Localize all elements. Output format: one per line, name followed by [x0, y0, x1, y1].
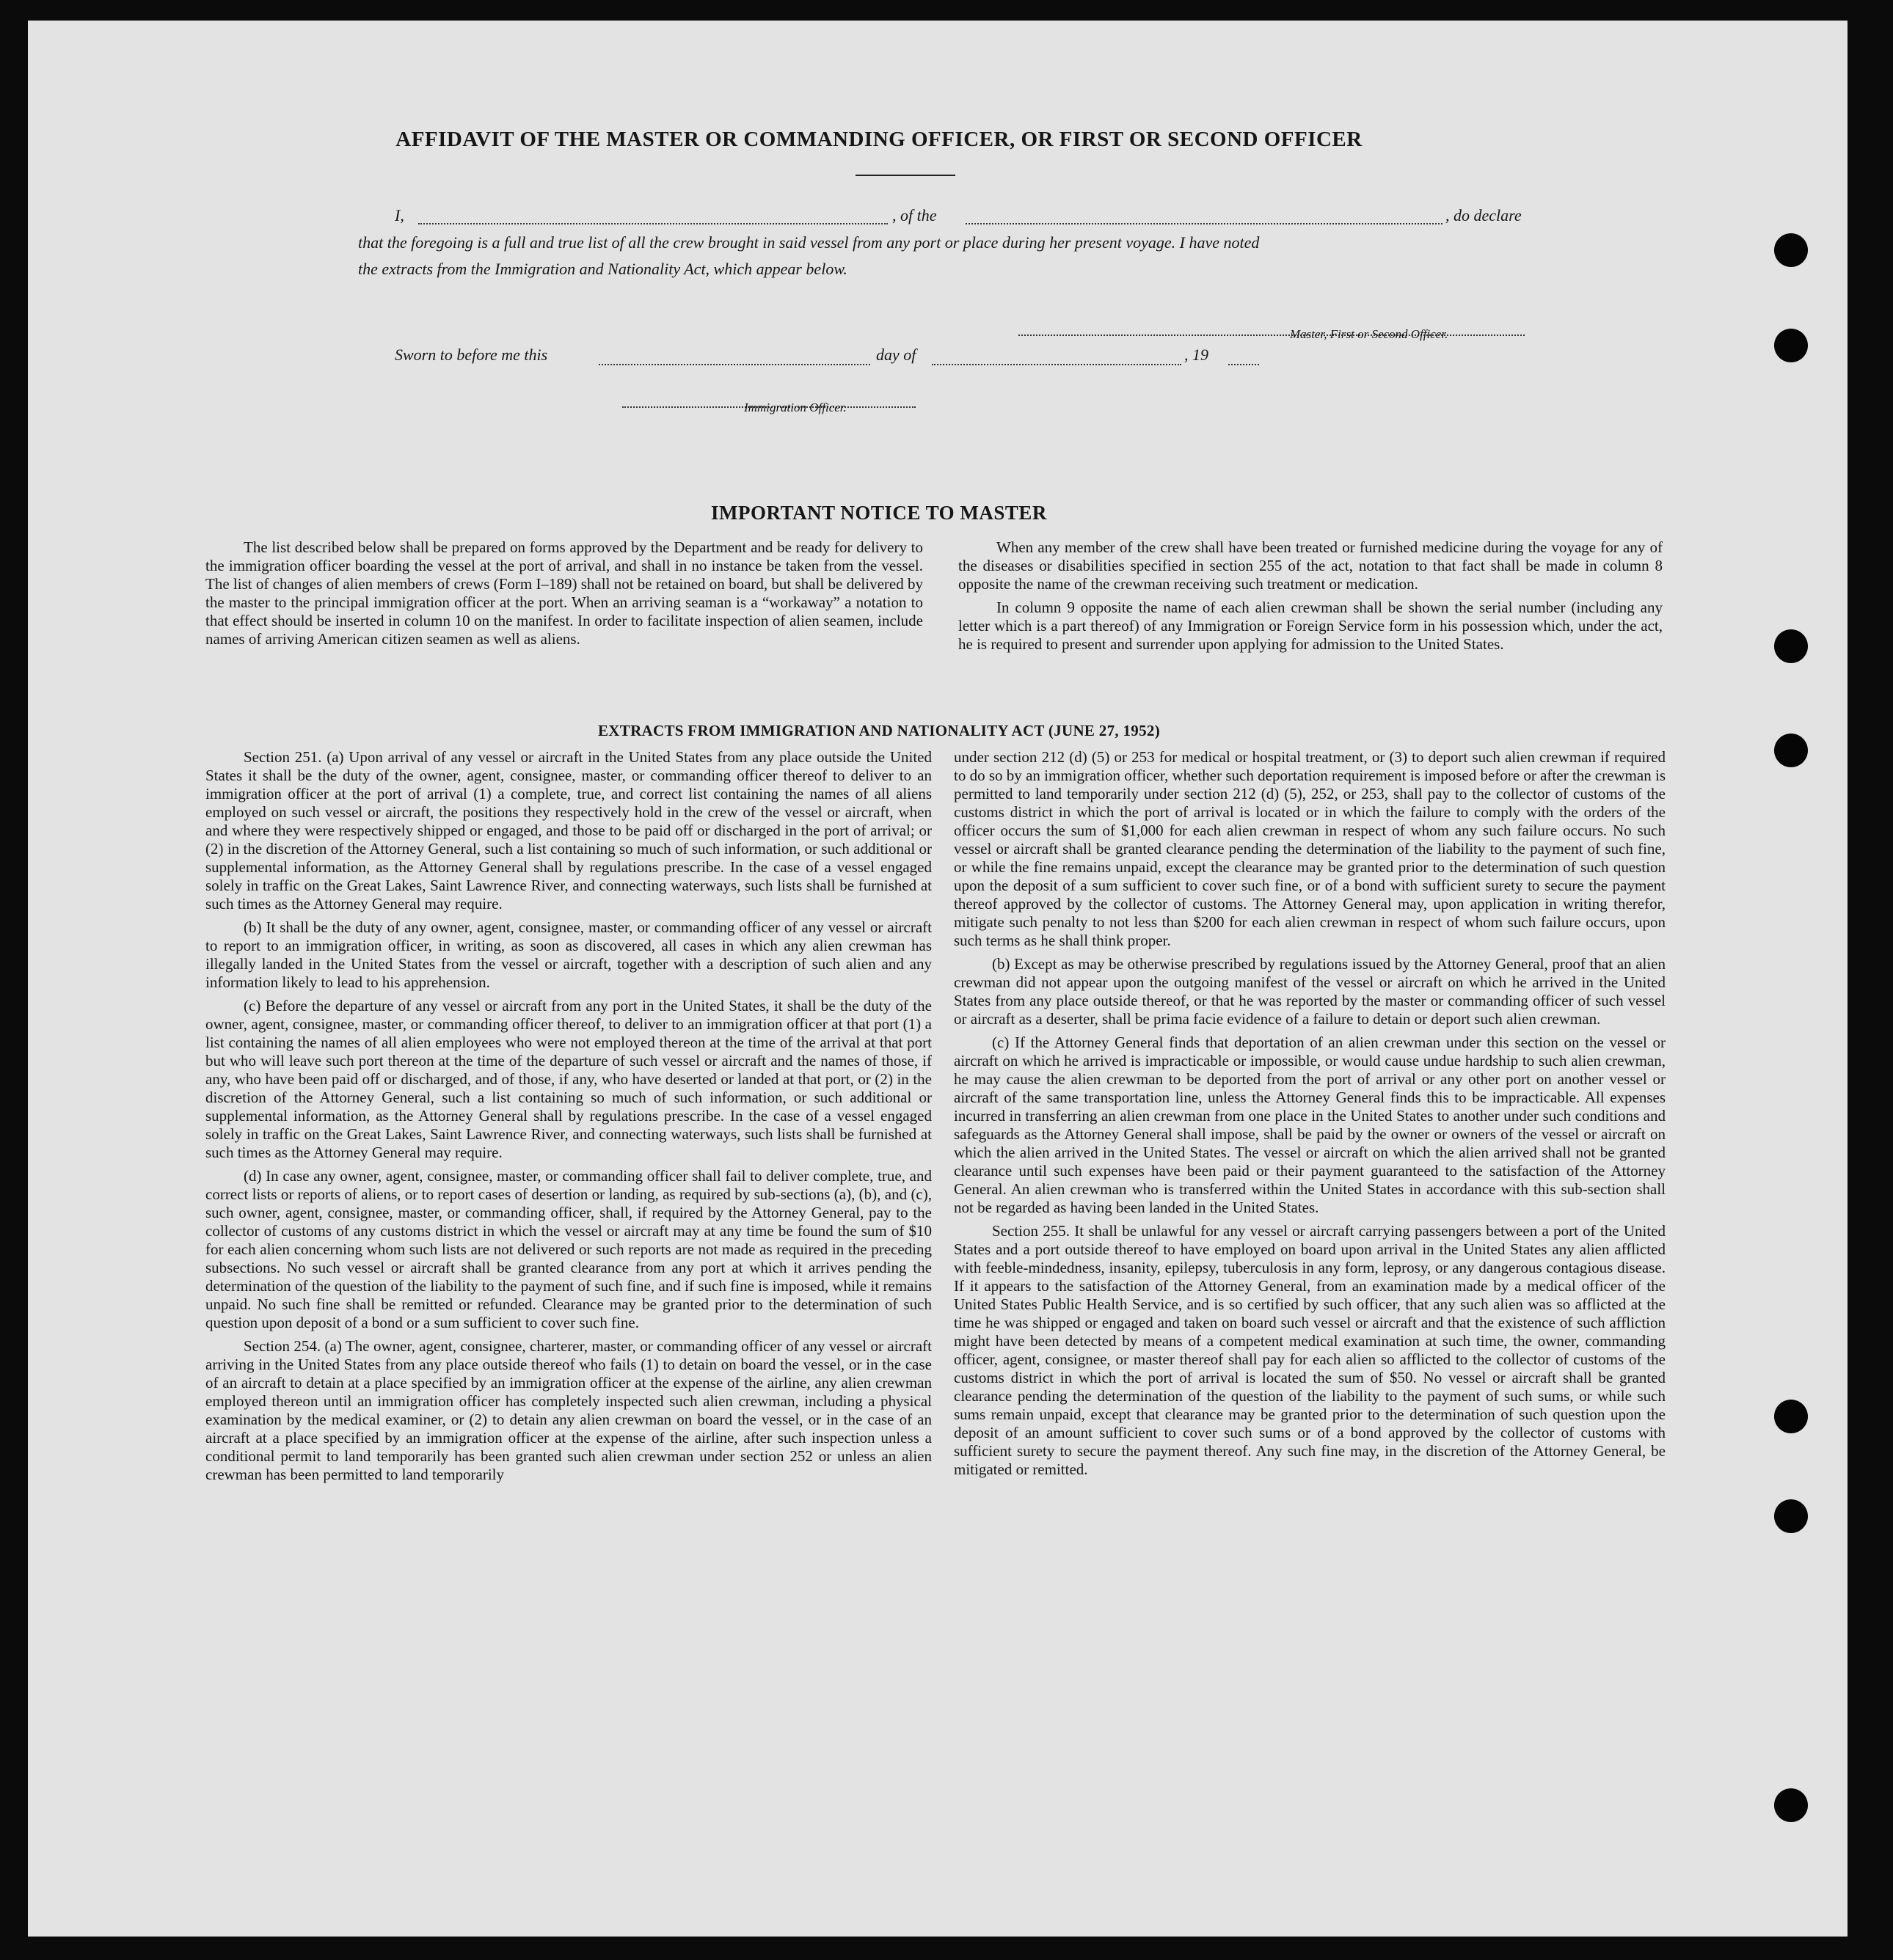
punch-hole — [1774, 629, 1808, 663]
extract-paragraph: (b) It shall be the duty of any owner, agent, consignee, master, or commanding officer of any vessel or aircraft to report to an immigration officer, in writing, as soon as discovered, all cases in which any alien crewman has illegally landed in the United States from the vessel or aircraft, together with a description of such alien and any information likely to lead to his apprehension. — [205, 918, 932, 991]
document-page — [28, 21, 1848, 1937]
extract-paragraph: Section 254. (a) The owner, agent, consignee, charterer, master, or commanding officer of any vessel or aircraft arriving in the United States from any place outside thereof who fails (1) to detain on board the vessel, or in the case of an aircraft to detain at a place specified by an immigration officer at the expense of the airline, any alien crewman employed thereon until an immigration officer has completely inspected such alien crewman, including a physical examination by the medical examiner, or (2) to detain any alien crewman on board the vessel, or in the case of an aircraft at a place specified by an immigration officer at the expense of the airline, after such inspection unless a conditional permit to land temporarily has been granted such alien crewman under section 252 or unless an alien crewman has been permitted to land temporarily — [205, 1337, 932, 1483]
extract-paragraph: Section 251. (a) Upon arrival of any vessel or aircraft in the United States from any place outside the United States it shall be the duty of the owner, agent, consignee, master, or commanding officer thereof to deliver to an immigration officer at the port of arrival (1) a complete, true, and correct list containing the names of all aliens employed on such vessel or aircraft, the positions they respectively hold in the crew of the vessel or aircraft, when and where they were respectively shipped or engaged, and those to be paid off or discharged in the port of arrival; or (2) in the discretion of the Attorney General, such a list containing so much of such information, or such additional or supplemental information, as the Attorney General shall by regulations prescribe. In the case of a vessel engaged solely in traffic on the Great Lakes, Saint Lawrence River, and connecting waterways, such lists shall be furnished at such times as the Attorney General may require. — [205, 748, 932, 913]
extract-paragraph: (d) In case any owner, agent, consignee, master, or commanding officer shall fail to deliver complete, true, and correct lists or reports of aliens, or to report cases of desertion or landing, as required by sub-sections (a), (b), and (c), such owner, agent, consignee, master, or commanding officer, shall, if required by the Attorney General, pay to the collector of customs of any customs district in which the vessel or aircraft may at any time be found the sum of $10 for each alien concerning whom such lists are not delivered or such reports are not made as required in the preceding subsections. No such vessel or aircraft shall be granted clearance from any port at which it arrives pending the determination of the question of the liability to the payment of such fine, and if such fine is imposed, while it remains unpaid. No such fine shall be remitted or refunded. Clearance may be granted prior to the determination of such question upon deposit of a bond or a sum sufficient to cover such fine. — [205, 1167, 932, 1331]
declaration-do-declare: , do declare — [1445, 206, 1522, 224]
extract-paragraph: Section 255. It shall be unlawful for any vessel or aircraft carrying passengers between a port of the United States and a port outside thereof to have employed on board upon arrival in the United States any alien afflicted with feeble-mindedness, insanity, epilepsy, tuberculosis in any form, leprosy, or any dangerous contagious disease. If it appears to the satisfaction of the Attorney General, from an examination made by a medical officer of the United States Public Health Service, and is so certified by such officer, that any such alien was so afflicted at the time he was shipped or engaged and taken on board such vessel or aircraft and that the existence of such affliction might have been detected by means of a competent medical examination at such time, the owner, commanding officer, agent, consignee, or master thereof shall pay for each alien so afflicted to the collector of customs of the customs district in which the port of arrival is located the sum of $50. No vessel or aircraft shall be granted clearance pending the determination of the question of the liability to the payment of such sums, or while such sums remain unpaid, except that clearance may be granted prior to the determination of such question upon the deposit of an amount sufficient to cover such sums or of a bond approved by the collector of customs with sufficient surety to secure the payment thereof. Any such fine may, in the discretion of the Attorney General, be mitigated or remitted. — [954, 1222, 1666, 1478]
master-signature-caption: Master, First or Second Officer. — [1290, 327, 1448, 341]
punch-hole — [1774, 233, 1808, 267]
declaration-i-label: I, — [395, 206, 404, 224]
punch-hole — [1774, 1400, 1808, 1433]
declaration-statement-line2: the extracts from the Immigration and Nationality Act, which appear below. — [358, 260, 847, 278]
heading-rule — [856, 175, 955, 176]
notice-right-paragraph: In column 9 opposite the name of each alien crewman shall be shown the serial number (including any letter which is a part thereof) of any Immigration or Foreign Service form in his possession which, under the act, he is required to present and surrender upon applying for admission to the United States. — [958, 599, 1663, 653]
affidavit-heading: AFFIDAVIT OF THE MASTER OR COMMANDING OFFICER, OR FIRST OR SECOND OFFICER — [395, 128, 1363, 151]
sworn-month-line — [932, 351, 1181, 365]
sworn-label: Sworn to before me this — [395, 345, 548, 364]
day-of-label: day of — [876, 345, 916, 364]
extracts-right-column — [954, 748, 1666, 1484]
vessel-field-line — [966, 210, 1442, 224]
extract-paragraph: (b) Except as may be otherwise prescribed by regulations issued by the Attorney General, proof that an alien crewman did not appear upon the outgoing manifest of the vessel or aircraft on which he arrived in the United States from any place outside thereof, or that he was reported by the master or commanding officer of such vessel or aircraft as a deserter, shall be prima facie evidence of a failure to detain or deport such alien crewman. — [954, 955, 1666, 1028]
punch-hole — [1774, 734, 1808, 767]
punch-hole — [1774, 1788, 1808, 1822]
notice-right-column — [958, 538, 1663, 659]
declaration-of-the: , of the — [892, 206, 937, 224]
punch-hole — [1774, 329, 1808, 362]
year-prefix-label: , 19 — [1184, 345, 1208, 364]
extracts-title: EXTRACTS FROM IMMIGRATION AND NATIONALITY ACT (JUNE 27, 1952) — [598, 722, 1160, 739]
extract-paragraph: under section 212 (d) (5) or 253 for medical or hospital treatment, or (3) to deport such alien crewman if required to do so by an immigration officer, whether such deportation requirement is imposed before or after the crewman is permitted to land temporarily under section 212 (d) (5), 252, or 253, shall pay to the collector of customs of the customs district in which the port of arrival is located or in which the failure to comply with the orders of the officer occurs the sum of $1,000 for each alien crewman in respect of whom any such failure occurs. No such vessel or aircraft shall be granted clearance pending the determination of the liability to the payment of such fine, or while the fine remains unpaid, except the clearance may be granted prior to the determination of such question upon the deposit of a sum sufficient to cover such fine, or of a bond with sufficient surety to secure the payment thereof approved by the collector of customs. The Attorney General may, upon application in writing therefor, mitigate such penalty to not less than $200 for each alien crewman in respect of whom such failure occurs, upon such terms as he shall think proper. — [954, 748, 1666, 949]
sworn-year-line — [1228, 351, 1259, 365]
notice-title: IMPORTANT NOTICE TO MASTER — [711, 502, 1047, 524]
master-signature-line — [1018, 321, 1525, 336]
extracts-left-column — [205, 748, 932, 1489]
notice-left-column — [205, 538, 923, 654]
immigration-officer-caption: Immigration Officer. — [744, 401, 847, 414]
extract-paragraph: (c) Before the departure of any vessel or aircraft from any port in the United States, it shall be the duty of the owner, agent, consignee, master, or commanding officer thereof, to deliver to an immigration officer at that port (1) a list containing the names of all alien employees who were not employed thereon at the time of the arrival at that port but who will leave such port thereon at the time of the departure of such vessel or aircraft and the names of those, if any, who have been paid off or discharged, and of those, if any, who have deserted or landed at that port, or (2) in the discretion of the Attorney General, such a list containing so much of such information, or such additional or supplemental information, as the Attorney General shall by regulations prescribe. In the case of a vessel engaged solely in traffic on the Great Lakes, Saint Lawrence River, and connecting waterways, such lists shall be furnished at such times as the Attorney General may require. — [205, 997, 932, 1161]
sworn-day-line — [599, 351, 870, 365]
name-field-line — [418, 210, 888, 224]
punch-hole — [1774, 1499, 1808, 1533]
extract-paragraph: (c) If the Attorney General finds that deportation of an alien crewman under this section on the vessel or aircraft on which he arrived is impracticable or impossible, or would cause undue hardship to such alien crewman, he may cause the alien crewman to be deported from the port of arrival or any other port on another vessel or aircraft of the same transportation line, unless the Attorney General finds this to be impracticable. All expenses incurred in transferring an alien crewman from one place in the United States to another under such conditions and safeguards as the Attorney General shall impose, shall be paid by the owner or owners of the vessel or aircraft on which the alien arrived in the United States. The vessel or aircraft on which the alien arrived shall not be granted clearance until such expenses have been paid or their payment guaranteed to the satisfaction of the Attorney General. An alien crewman who is transferred within the United States in accordance with this sub-section shall not be regarded as having been landed in the United States. — [954, 1034, 1666, 1216]
notice-left-paragraph: The list described below shall be prepared on forms approved by the Department and be ready for delivery to the immigration officer boarding the vessel at the port of arrival, and shall in no instance be taken from the vessel. The list of changes of alien members of crews (Form I–189) shall not be retained on board, but shall be delivered by the master to the principal immigration officer at the port. When an arriving seaman is a “workaway” a notation to that effect should be inserted in column 10 on the manifest. In order to facilitate inspection of alien seamen, include names of arriving American citizen seamen as well as aliens. — [205, 538, 923, 648]
notice-right-paragraph: When any member of the crew shall have been treated or furnished medicine during the voyage for any of the diseases or disabilities specified in section 255 of the act, notation to that fact shall be made in column 8 opposite the name of the crewman receiving such treatment or medication. — [958, 538, 1663, 593]
declaration-statement-line1: that the foregoing is a full and true list of all the crew brought in said vessel from any port or place during her present voyage. I have noted — [358, 233, 1260, 252]
